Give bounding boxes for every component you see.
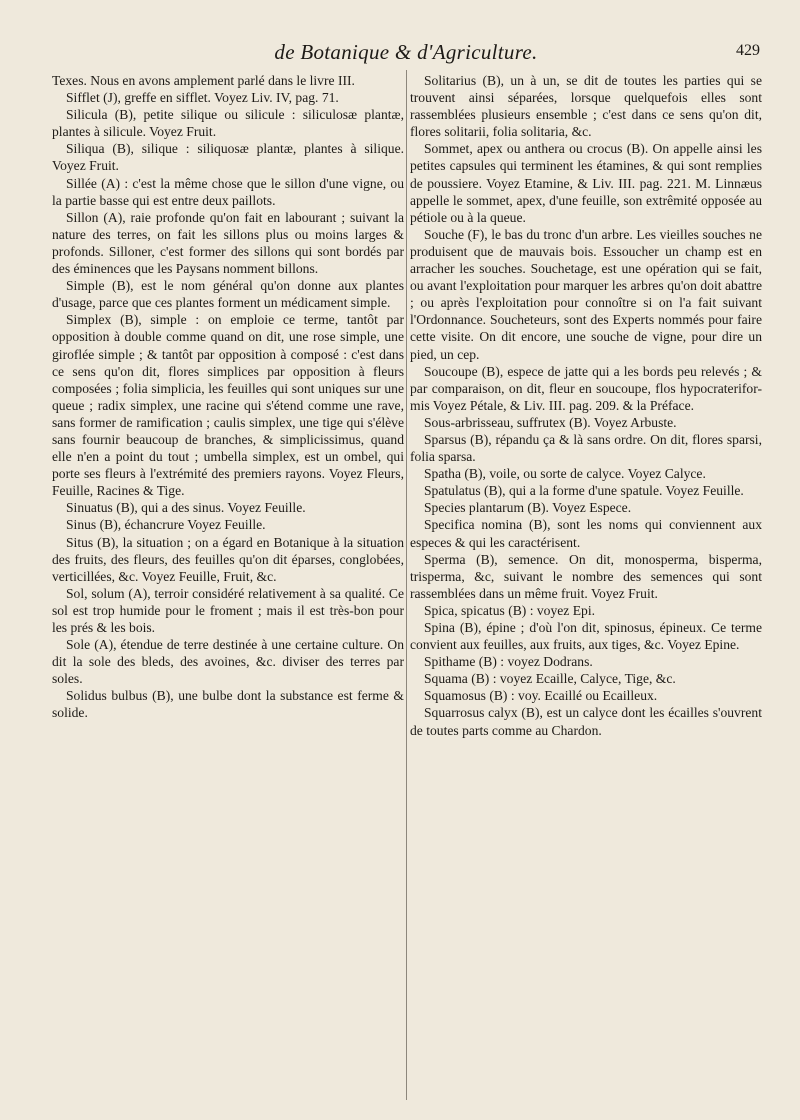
glossary-entry: Solidus bulbus (B), une bulbe dont la substance est ferme & solide.	[52, 688, 404, 721]
glossary-entry: Silicula (B), petite silique ou silicule : siliculosæ plantæ, plantes à silicule. Voyez Fruit.	[52, 107, 404, 140]
glossary-entry: Sillon (A), raie profonde qu'on fait en labourant ; suivant la nature des terres, on fait les sillons plus ou moins larges & profonds. Silloner, c'est former des sillons qui sont bordés par des éminences que les Paysans nomment billons.	[52, 209, 404, 277]
glossary-entry: Squarrosus calyx (B), est un calyce dont les écailles s'ouvrent de toutes parts comme au Chardon.	[410, 705, 762, 738]
glossary-entry: Specifica nomina (B), sont les noms qui conviennent aux especes & qui les caractérisent.	[410, 517, 762, 550]
glossary-entry: Sinus (B), échancrure Voyez Feuille.	[66, 517, 266, 533]
glossary-entry: Squamosus (B) : voy. Ecaillé ou Ecailleux.	[424, 688, 658, 704]
glossary-entry: Souche (F), le bas du tronc d'un arbre. Les vieilles souches ne produisent que de mauvais bois. Essoucher un champ est en arracher les souches. Souchetage, est une opération qui se fait, ou avant l'exploitation pour marquer les arbres qu'on doit abattre ; ou après l'exploitation pour connoître si on l'a fait suivant l'Ordonnance. Soucheteurs, sont des Experts nommés pour faire cette visite. On dit encore, une souche de vigne, pour dire un pied, un cep.	[410, 226, 762, 362]
glossary-entry: Spica, spicatus (B) : voyez Epi.	[424, 602, 596, 618]
glossary-entry: Sillée (A) : c'est la même chose que le sillon d'une vigne, ou la partie basse qui est entre deux paillots.	[52, 175, 404, 208]
glossary-entry: Soucoupe (B), espece de jatte qui a les bords peu relevés ; & par comparaison, on dit, fleur en soucoupe, flos hypocraterifor-mis Voyez Pétale, & Liv. III. pag. 209. & la Préface.	[410, 363, 762, 413]
glossary-entry: Texes. Nous en avons amplement parlé dans le livre III.	[52, 73, 355, 88]
glossary-entry: Sole (A), étendue de terre destinée à une certaine culture. On dit la sole des bleds, des avoines, &c. diviser des terres par soles.	[52, 637, 404, 687]
glossary-entry: Simple (B), est le nom général qu'on donne aux plantes d'usage, parce que ces plantes forment un médicament simple.	[52, 278, 404, 311]
glossary-entry: Sol, solum (A), terroir considéré relativement à sa qualité. Ce sol est trop humide pour le froment ; mais il est très-bon pour les prés & les bois.	[52, 585, 404, 635]
glossary-entry: Sparsus (B), répandu ça & là sans ordre. On dit, flores sparsi, folia sparsa.	[410, 431, 762, 465]
glossary-entry: Spithame (B) : voyez Dodrans.	[424, 654, 593, 670]
glossary-entry: Situs (B), la situation ; on a égard en Botanique à la situation des fruits, des fleurs, des feuilles qu'on dit éparses, conglobées, verticillées, &c. Voyez Feuille, Fruit, &c.	[52, 534, 404, 584]
glossary-entry: Sous-arbrisseau, suffrutex (B). Voyez Arbuste.	[424, 414, 677, 430]
glossary-entry: Spatha (B), voile, ou sorte de calyce. Voyez Calyce.	[424, 466, 706, 482]
glossary-entry: Simplex (B), simple : on emploie ce terme, tantôt par opposition à double comme quand on dit, une rose simple, une giroflée simple ; & tantôt par opposition à composé : c'est dans ce sens qu'on dit, flores simplices par opposition à fleurs composées ; folia simplicia, les feuilles qui sont uniques sur une queue ; radix simplex, une racine qui s'étend comme une rave, sans former de ramification ; caulis simplex, une tige qui s'élève sans fournir beaucoup de branches, & simplicissimus, quand elle n'en a point du tout ; umbella simplex, est un ombel, qui porte ses fleurs à l'extrémité des premiers rayons. Voyez Fleurs, Feuille, Racines & Tige.	[52, 312, 404, 499]
glossary-entry: Sinuatus (B), qui a des sinus. Voyez Feuille.	[66, 500, 306, 516]
glossary-entry: Sommet, apex ou anthera ou crocus (B). On appelle ainsi les petites capsules qui terminent les étamines, & qui sont remplies de poussiere. Voyez Etamine, & Liv. III. pag. 221. M. Linnæus appelle le sommet, apex, d'une feuille, son extrêmité opposée au pétiole ou à la queue.	[410, 141, 762, 225]
column-divider	[406, 70, 407, 1100]
page-number: 429	[736, 42, 760, 59]
right-column	[410, 72, 762, 739]
glossary-entry: Spatulatus (B), qui a la forme d'une spatule. Voyez Feuille.	[424, 483, 744, 499]
glossary-entry: Sperma (B), semence. On dit, monosperma, bisperma, trisperma, &c, suivant le nombre des semences qui sont rassemblées dans un même fruit. Voyez Fruit.	[410, 551, 762, 601]
glossary-entry: Solitarius (B), un à un, se dit de toutes les parties qui se trouvent ainsi séparées, lorsque quelquefois elles sont rassemblées plusieurs ensemble ; c'est dans ce sens qu'on dit, flores solitarii, folia solitaria, &c.	[410, 73, 762, 140]
left-column	[52, 72, 404, 722]
glossary-entry: Species plantarum (B). Voyez Espece.	[424, 500, 632, 516]
glossary-entry: Spina (B), épine ; d'où l'on dit, spinosus, épineux. Ce terme convient aux feuilles, aux fruits, aux tiges, &c. Voyez Epine.	[410, 620, 762, 653]
glossary-entry: Siliqua (B), silique : siliquosæ plantæ, plantes à silique. Voyez Fruit.	[52, 141, 404, 174]
glossary-entry: Squama (B) : voyez Ecaille, Calyce, Tige, &c.	[424, 671, 676, 687]
running-title: de Botanique & d'Agriculture.	[274, 40, 538, 64]
page-header	[42, 40, 770, 66]
glossary-entry: Sifflet (J), greffe en sifflet. Voyez Liv. IV, pag. 71.	[66, 90, 339, 106]
